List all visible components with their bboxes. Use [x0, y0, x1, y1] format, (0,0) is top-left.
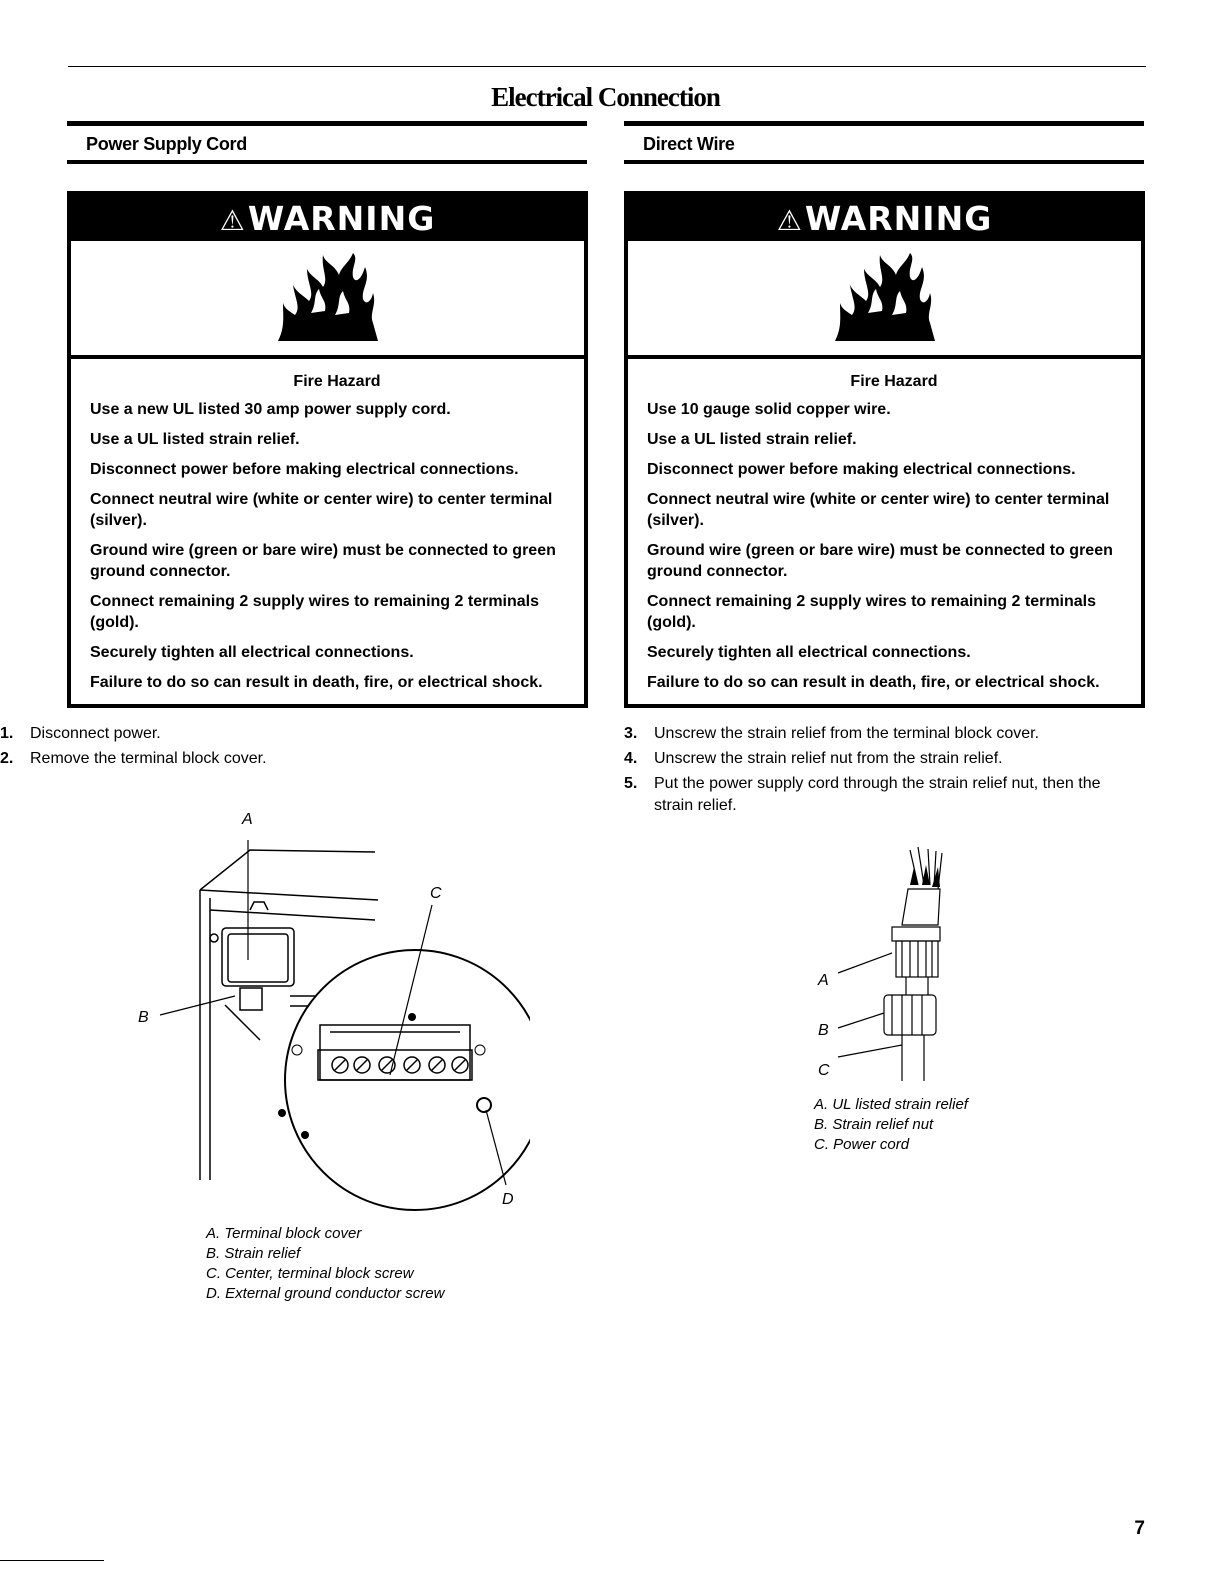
section-heading: Power Supply Cord — [67, 121, 587, 164]
fire-icon — [830, 253, 940, 343]
label-c: C — [430, 885, 442, 902]
warning-line: Use a new UL listed 30 amp power supply cord. — [90, 401, 451, 418]
warning-triangle-icon: ⚠ — [776, 204, 803, 237]
warning-line: Connect remaining 2 supply wires to remaining 2 terminals (gold). — [90, 593, 539, 631]
strain-relief-diagram — [810, 845, 960, 1085]
warning-line: Ground wire (green or bare wire) must be connected to green ground connector. — [90, 542, 556, 580]
page-title: Electrical Connection — [491, 82, 720, 112]
figure-caption: A. Terminal block cover B. Strain relief C. Center, terminal block screw D. External ground conductor screw — [206, 1225, 445, 1302]
label-c: C — [818, 1062, 830, 1079]
warning-banner: ⚠WARNING — [71, 195, 584, 241]
warning-line: Securely tighten all electrical connections. — [647, 644, 971, 661]
label-a: A — [242, 811, 253, 828]
hazard-title: Fire Hazard — [850, 373, 938, 390]
warning-line: Disconnect power before making electrical connections. — [90, 461, 519, 478]
warning-line: Securely tighten all electrical connections. — [90, 644, 414, 661]
warning-line: Disconnect power before making electrical connections. — [647, 461, 1076, 478]
warning-line: Connect neutral wire (white or center wire) to center terminal (silver). — [90, 491, 553, 529]
warning-line: Connect remaining 2 supply wires to remaining 2 terminals (gold). — [647, 593, 1096, 631]
warning-line: Connect neutral wire (white or center wire) to center terminal (silver). — [647, 491, 1110, 529]
section-heading: Direct Wire — [624, 121, 1144, 164]
step-item: 5. Put the power supply cord through the strain relief nut, then the strain relief. — [624, 775, 1101, 814]
label-b: B — [138, 1009, 149, 1026]
step-list — [0, 723, 587, 770]
hazard-title: Fire Hazard — [293, 373, 381, 390]
fire-hazard-icon-panel — [71, 241, 584, 359]
figure-caption: A. UL listed strain relief B. Strain relief nut C. Power cord — [814, 1096, 968, 1153]
fire-hazard-icon-panel — [628, 241, 1141, 359]
warning-banner: ⚠WARNING — [628, 195, 1141, 241]
warning-line: Use a UL listed strain relief. — [90, 431, 300, 448]
warning-body — [71, 359, 584, 704]
warning-box — [624, 191, 1145, 708]
label-b: B — [818, 1022, 829, 1039]
step-item: 3. Unscrew the strain relief from the terminal block cover. — [624, 725, 1040, 742]
warning-body — [628, 359, 1141, 704]
fire-icon — [273, 253, 383, 343]
warning-line: Use 10 gauge solid copper wire. — [647, 401, 891, 418]
step-item: 4. Unscrew the strain relief nut from the strain relief. — [624, 750, 1003, 767]
warning-box — [67, 191, 588, 708]
footer-rule — [0, 1560, 104, 1561]
top-rule — [68, 66, 1146, 67]
power-supply-cord-section — [0, 121, 587, 773]
warning-triangle-icon: ⚠ — [219, 204, 246, 237]
warning-line: Failure to do so can result in death, fire, or electrical shock. — [647, 674, 1100, 691]
step-item: 2. Remove the terminal block cover. — [0, 750, 267, 767]
warning-line: Use a UL listed strain relief. — [647, 431, 857, 448]
step-item: 1. Disconnect power. — [0, 725, 161, 742]
step-list — [624, 723, 1144, 817]
warning-line: Failure to do so can result in death, fire, or electrical shock. — [90, 674, 543, 691]
terminal-block-diagram — [130, 810, 530, 1215]
warning-line: Ground wire (green or bare wire) must be connected to green ground connector. — [647, 542, 1113, 580]
direct-wire-section — [624, 121, 1144, 820]
page-number: 7 — [1134, 1518, 1145, 1539]
label-a: A — [818, 972, 829, 989]
label-d: D — [502, 1191, 514, 1208]
